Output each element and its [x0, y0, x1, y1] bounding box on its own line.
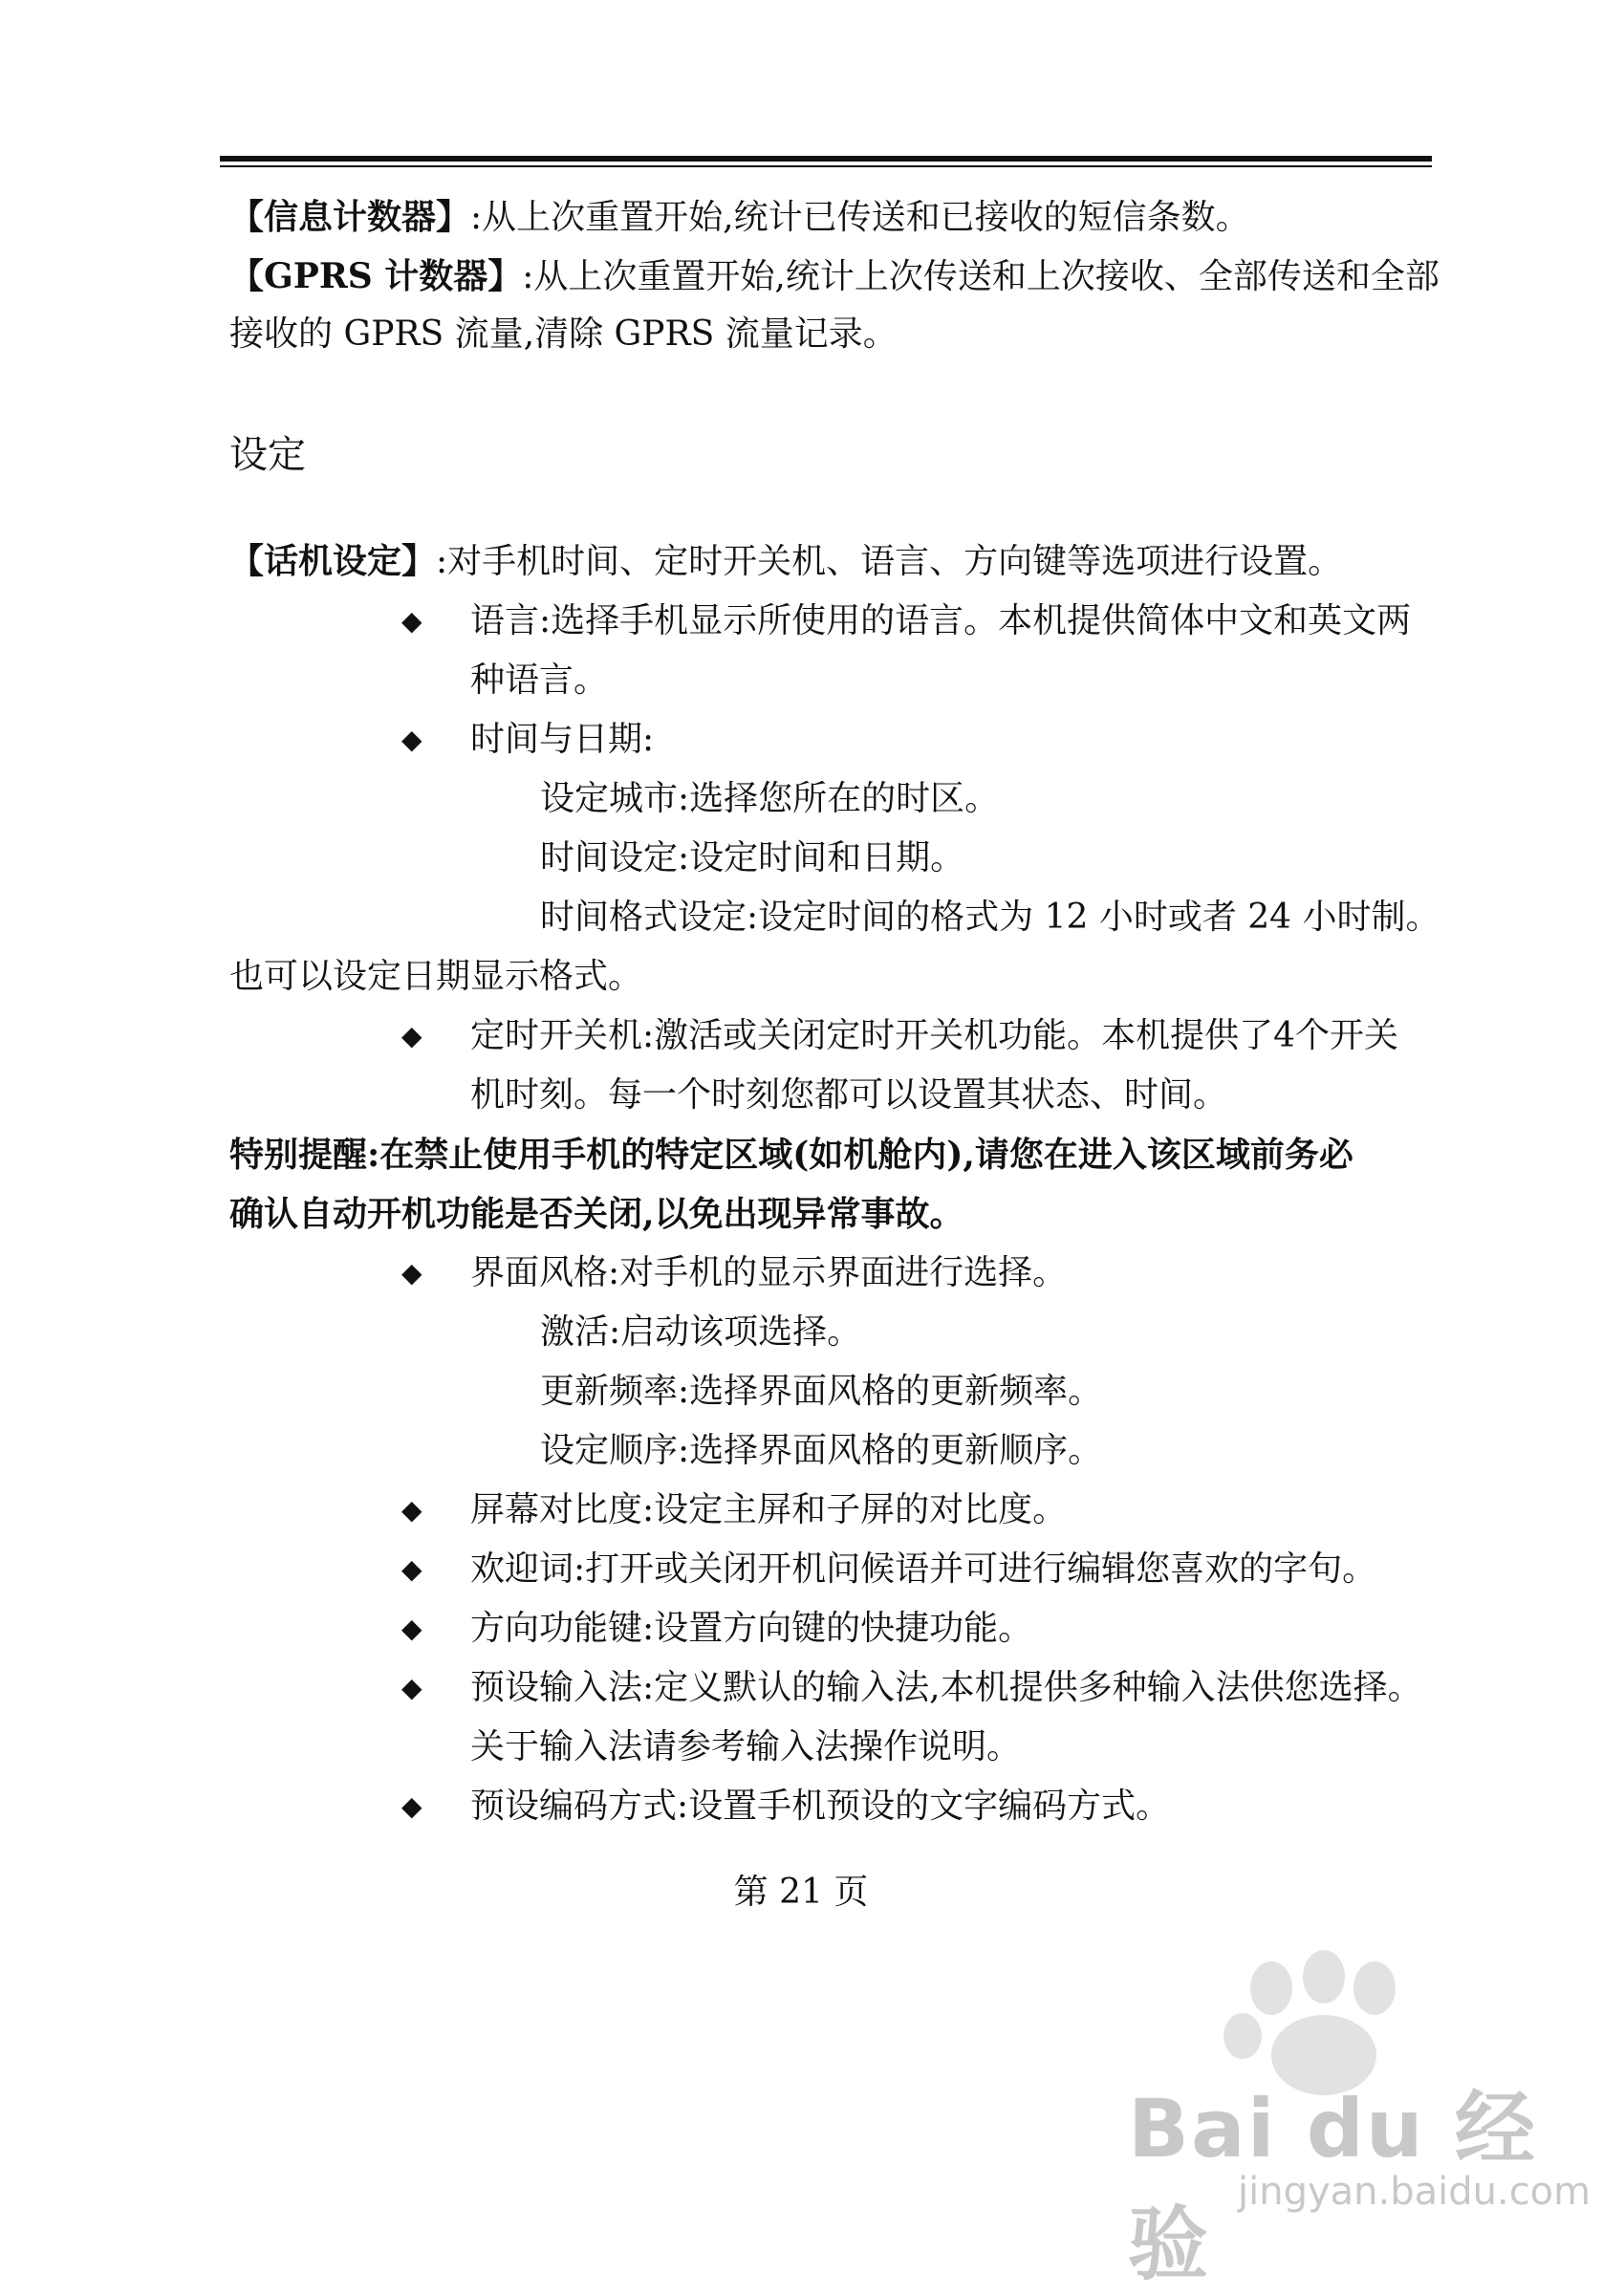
bullet-text: 界面风格:对手机的显示界面进行选择。: [470, 1253, 1068, 1292]
sub-item-text: 时间设定:设定时间和日期。: [540, 838, 965, 877]
term-label: 【GPRS 计数器】: [229, 256, 523, 296]
sub-item-text: 设定城市:选择您所在的时区。: [540, 779, 1000, 818]
bullet-text: 机时刻。每一个时刻您都可以设置其状态、时间。: [470, 1075, 1228, 1115]
watermark-url: jingyan.baidu.com: [1238, 2170, 1591, 2214]
bullet-text: 语言:选择手机显示所使用的语言。本机提供简体中文和英文两: [470, 601, 1412, 640]
term-text: :对手机时间、定时开关机、语言、方向键等选项进行设置。: [436, 542, 1343, 581]
page-number: 第 21 页: [733, 1873, 869, 1912]
diamond-bullet-icon: ◆: [401, 1553, 422, 1585]
bullet-text: 定时开关机:激活或关闭定时开关机功能。本机提供了4个开关: [470, 1016, 1399, 1055]
sub-item-text: 更新频率:选择界面风格的更新频率。: [540, 1372, 1103, 1411]
warning-text: 特别提醒:在禁止使用手机的特定区域(如机舱内),请您在进入该区域前务必: [229, 1135, 1353, 1175]
paragraph-gprs-counter: [229, 255, 1440, 298]
term-text: :从上次重置开始,统计已传送和已接收的短信条数。: [470, 198, 1250, 237]
term-text: :从上次重置开始,统计上次传送和上次接收、全部传送和全部: [522, 257, 1440, 296]
bullet-text: 预设输入法:定义默认的输入法,本机提供多种输入法供您选择。: [470, 1668, 1422, 1707]
header-rule-thin: [220, 165, 1432, 167]
diamond-bullet-icon: ◆: [401, 605, 422, 637]
paragraph-message-counter: [229, 196, 1250, 239]
diamond-bullet-icon: ◆: [401, 1672, 422, 1703]
diamond-bullet-icon: ◆: [401, 1020, 422, 1051]
diamond-bullet-icon: ◆: [401, 724, 422, 755]
diamond-bullet-icon: ◆: [401, 1494, 422, 1526]
section-heading: 设定: [229, 433, 306, 477]
text-line: 接收的 GPRS 流量,清除 GPRS 流量记录。: [229, 314, 898, 354]
diamond-bullet-icon: ◆: [401, 1613, 422, 1644]
term-label: 【话机设定】: [229, 541, 437, 581]
bullet-text: 关于输入法请参考输入法操作说明。: [470, 1727, 1022, 1766]
sub-item-text: 时间格式设定:设定时间的格式为 12 小时或者 24 小时制。: [540, 898, 1440, 937]
bullet-text: 时间与日期:: [470, 720, 655, 759]
paragraph-phone-settings: [229, 540, 1342, 583]
diamond-bullet-icon: ◆: [401, 1257, 422, 1289]
bullet-text: 屏幕对比度:设定主屏和子屏的对比度。: [470, 1490, 1068, 1529]
text-line: 也可以设定日期显示格式。: [229, 957, 643, 996]
diamond-bullet-icon: ◆: [401, 1790, 422, 1822]
bullet-text: 欢迎词:打开或关闭开机问候语并可进行编辑您喜欢的字句。: [470, 1549, 1377, 1589]
warning-text: 确认自动开机功能是否关闭,以免出现异常事故。: [229, 1194, 964, 1234]
header-rule-thick: [220, 156, 1432, 162]
term-label: 【信息计数器】: [229, 197, 471, 237]
bullet-text: 方向功能键:设置方向键的快捷功能。: [470, 1609, 1033, 1648]
sub-item-text: 设定顺序:选择界面风格的更新顺序。: [540, 1431, 1103, 1470]
sub-item-text: 激活:启动该项选择。: [540, 1312, 862, 1352]
bullet-text: 种语言。: [470, 661, 609, 700]
watermark-brand: Bai du 经验: [1128, 2082, 1537, 2291]
bullet-text: 预设编码方式:设置手机预设的文字编码方式。: [470, 1787, 1171, 1826]
